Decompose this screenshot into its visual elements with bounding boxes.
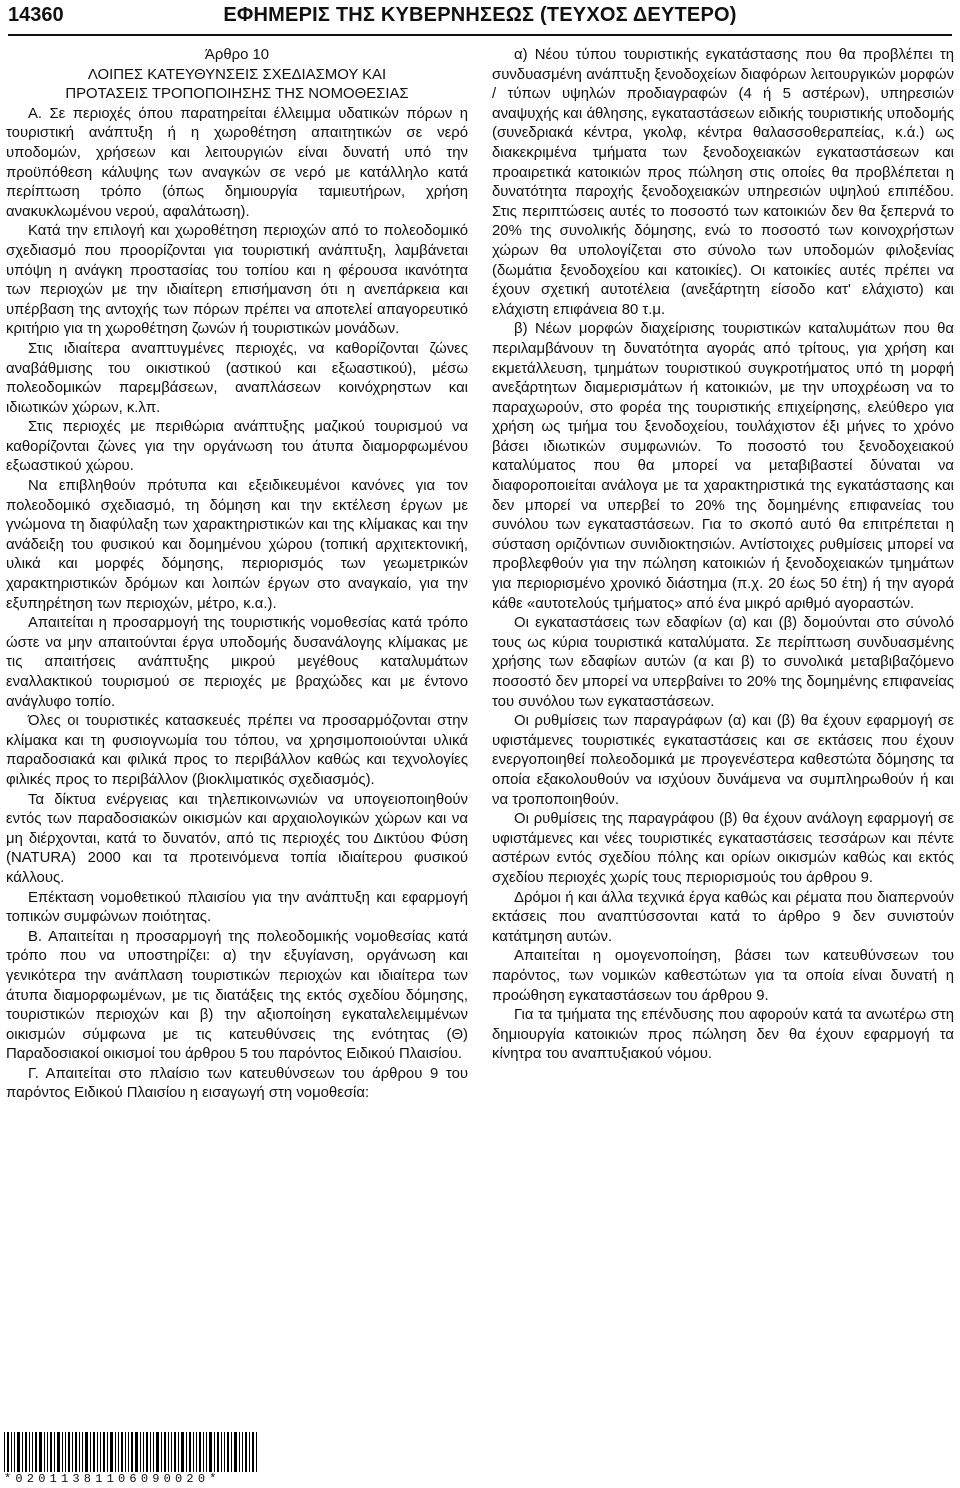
right-column — [492, 46, 954, 1065]
paragraph: Απαιτείται η προσαρμογή της τουριστικής νομοθεσίας κατά τρόπο ώστε να μην απαιτούνται έργα υποδομής δυσανάλογης κλίμακας με τις απαιτήσεις ανάπτυξης μικρού μεγέθους καταλυμάτων εναλλακτικού τουρισμού σε περιοχές με βραχώδες και με έντονο ανάγλυφο τοπίο. — [6, 615, 468, 710]
barcode-bar — [252, 1432, 254, 1472]
barcode-bar — [143, 1432, 144, 1472]
barcode-bar — [168, 1432, 169, 1472]
barcode-bar — [85, 1432, 88, 1472]
barcode-bar — [206, 1432, 207, 1472]
barcode-bar — [164, 1432, 166, 1472]
barcode-bar — [54, 1432, 55, 1472]
paragraph: Οι ρυθμίσεις των παραγράφων (α) και (β) θα έχουν εφαρμογή σε υφιστάμενες τουριστικές εγκαταστάσεις και σε εκτάσεις που έχουν ενεργοποιηθεί πολεοδομικά με προγενέστερα καθεστώτα δόμησης τα οποία εξακολουθούν να ισχύουν δυνάμενα να συμπληρωθούν ή και να τροποποιηθούν. — [492, 713, 954, 808]
barcode-bar — [189, 1432, 191, 1472]
paragraph: Β. Απαιτείται η προσαρμογή της πολεοδομικής νομοθεσίας κατά τρόπο που να υποστηρίζει: α) την εξυγίανση, οργάνωση και γενικότερα την ανάπλαση τουριστικών περιοχών και ιδιαίτερα των άτυπα διαμορφωμένων, με τις διατάξεις της εκτός σχεδίου δόμησης, τουριστικών περιοχών και β) την αξιοποίηση εγκαταλελειμμένων οικισμών σύμφωνα με τις κατευθύνσεις της ενότητας (Θ) Παραδοσιακοί οικισμοί του άρθρου 5 του παρόντος Ειδικού Πλαισίου. — [6, 928, 468, 1063]
barcode-bar — [97, 1432, 98, 1472]
barcode-bar — [47, 1432, 48, 1472]
paragraph: Επέκταση νομοθετικού πλαισίου για την ανάπτυξη και εφαρμογή τοπικών συμφώνων ποιότητας. — [6, 889, 468, 926]
barcode-bar — [115, 1432, 116, 1472]
barcode-bar — [242, 1432, 243, 1472]
barcode-bar — [125, 1432, 126, 1472]
paragraph: Κατά την επιλογή και χωροθέτηση περιοχών από το πολεοδομικό σχεδιασμό που προορίζονται για τουριστική ανάπτυξη, λαμβάνεται υπόψη η ανάγκη προστασίας του τοπίου και η φέρουσα ικανότητα των περιοχών με την ιδιαίτερη επισήμανση ότι η ανεπάρκεια και υπέρβαση της αντοχής των πόρων πρέπει να αποτελεί απαγορευτικό κριτήριο για τη χωροθέτηση ζωνών ή τουριστικών μονάδων. — [6, 223, 468, 338]
barcode-text: *02011381106090020* — [4, 1472, 221, 1486]
barcode-bar — [90, 1432, 91, 1472]
barcode-bar — [93, 1432, 95, 1472]
barcode-bar — [7, 1432, 9, 1472]
barcode-bar — [161, 1432, 162, 1472]
barcode-bar — [193, 1432, 194, 1472]
barcode-bar — [118, 1432, 119, 1472]
barcode-bar — [227, 1432, 229, 1472]
barcode-bar — [186, 1432, 187, 1472]
barcode-bar — [153, 1432, 154, 1472]
barcode-bar — [196, 1432, 197, 1472]
gazette-title: ΕΦΗΜΕΡΙΣ ΤΗΣ ΚΥΒΕΡΝΗΣΕΩΣ (ΤΕΥΧΟΣ ΔΕΥΤΕΡΟ) — [223, 4, 737, 26]
paragraph: Απαιτείται η ομογενοποίηση, βάσει των κατευθύνσεων του παρόντος, των νομικών καθεστώτων για τα οποία είναι δυνατή η προώθηση εγκαταστάσεων του άρθρου 9. — [492, 948, 954, 1004]
barcode-bar — [107, 1432, 108, 1472]
paragraph: Γ. Απαιτείται στο πλαίσιο των κατευθύνσεων του άρθρου 9 του παρόντος Ειδικού Πλαισίου η εισαγωγή στη νομοθεσία: — [6, 1065, 468, 1102]
paragraph: Οι ρυθμίσεις της παραγράφου (β) θα έχουν ανάλογη εφαρμογή σε υφιστάμενες και νέες τουριστικές εγκαταστάσεις τεσσάρων και πέντε αστέρων εντός σχεδίου πόλης και ορίων οικισμών καθώς και εκτός σχεδίου περιοχές χωρίς τους περιορισμούς του άρθρου 9. — [492, 811, 954, 886]
barcode-bar — [103, 1432, 105, 1472]
paragraph: Για τα τμήματα της επένδυσης που αφορούν κατά τα ανωτέρω στη δημιουργία κατοικιών προς πώληση δεν θα έχουν εφαρμογή τα κίνητρα του αναπτυξιακού νόμου. — [492, 1007, 954, 1063]
barcode-bar — [221, 1432, 222, 1472]
barcode-bar — [234, 1432, 237, 1472]
page-number: 14360 — [8, 4, 64, 26]
barcode-bar — [174, 1432, 176, 1472]
barcode-bar — [121, 1432, 123, 1472]
barcode-bar — [44, 1432, 45, 1472]
barcode-bar — [50, 1432, 52, 1472]
barcode-bar — [131, 1432, 133, 1472]
barcode-bar — [150, 1432, 151, 1472]
barcode-bar — [181, 1432, 184, 1472]
paragraph: Στις ιδιαίτερα αναπτυγμένες περιοχές, να καθορίζονται ζώνες αναβάθμισης του οικιστικού (αστικού και εξωαστικού), μέσω πολεοδομικών παρεμβάσεων, αναπλάσεων κοινόχρηστων και ιδιωτικών χώρων, κ.λπ. — [6, 340, 468, 416]
paragraph: Όλες οι τουριστικές κατασκευές πρέπει να προσαρμόζονται στην κλίμακα και τη φυσιογνωμία του τόπου, να χρησιμοποιούνται υλικά παραδοσιακά και φιλικά προς το περιβάλλον καθώς και τεχνολογίες φιλικές προς το περιβάλλον (βιοκλιματικός σχεδιασμός). — [6, 713, 468, 788]
barcode-bar — [128, 1432, 129, 1472]
barcode-bar — [214, 1432, 215, 1472]
barcode-bar — [82, 1432, 83, 1472]
article-title-line1: ΛΟΙΠΕΣ ΚΑΤΕΥΘΥΝΣΕΙΣ ΣΧΕΔΙΑΣΜΟΥ ΚΑΙ — [87, 66, 387, 83]
barcode-bar — [140, 1432, 141, 1472]
barcode-bar — [256, 1432, 257, 1472]
barcode-bar — [79, 1432, 80, 1472]
paragraph: Στις περιοχές με περιθώρια ανάπτυξης μαζικού τουρισμού να καθορίζονται ζώνες για την οργάνωση του άτυπα διαμορφωμένου εξωαστικού χώρου. — [6, 419, 468, 475]
barcode-bar — [68, 1432, 70, 1472]
barcode — [4, 1432, 304, 1486]
article-title-line2: ΠΡΟΤΑΣΕΙΣ ΤΡΟΠΟΠΟΙΗΣΗΣ ΤΗΣ ΝΟΜΟΘΕΣΙΑΣ — [65, 86, 409, 103]
barcode-bar — [178, 1432, 179, 1472]
barcode-bar — [17, 1432, 20, 1472]
barcode-bar — [57, 1432, 60, 1472]
barcode-bar — [4, 1432, 5, 1472]
barcode-bar — [75, 1432, 77, 1472]
barcode-bar — [32, 1432, 33, 1472]
paragraph: α) Νέου τύπου τουριστικής εγκατάστασης που θα προβλέπει τη συνδυασμένη ανάπτυξη ξενοδοχείων διαφόρων λειτουργικών μορφών / τύπων υψηλών προδιαγραφών (4 ή 5 αστέρων), υπηρεσιών αναψυχής και άθλησης, εγκαταστάσεων ειδικής τουριστικής υποδομής (συνεδριακά κέντρα, γκολφ, κέντρα θαλασσοθεραπείας, κ.ά.) ως διακεκριμένα τμήματα των ξενοδοχειακών εγκαταστάσεων και προαιρετικά κατοικιών προς πώληση στις οποίες θα προβλέπεται η δυνατότητα παροχής ξενοδοχειακών υπηρεσιών υψηλού επιπέδου. Στις περιπτώσεις αυτές το ποσοστό των κατοικιών δεν θα ξεπερνά το 20% της συνολικής δόμησης, ενώ το ποσοστό των κοινοχρήστων χώρων θα υπολογίζεται στο σύνολο των υποδομών φιλοξενίας (δωμάτια ξενοδοχείου και κατοικίες). Οι κατοικίες αυτές πρέπει να έχουν σχετική αυτοτέλεια (ανεξάρτητη είσοδο κατ' ελάχιστο) και ελάχιστη επιφάνεια 80 τ.μ. — [492, 47, 954, 318]
paragraph: Α. Σε περιοχές όπου παρατηρείται έλλειμμα υδατικών πόρων η τουριστική ανάπτυξη ή η χωροθέτηση απαιτητικών σε νερό υποδομών, χρήσεων και λειτουργιών είναι δυνατή υπό την προϋπόθεση κάλυψης των αναγκών σε νερό με κατάλληλο κατά περίπτωση τρόπο (όπως δημιουργία ταμιευτήρων, χρήση ανακυκλωμένου νερού, αφαλάτωση). — [6, 105, 468, 220]
left-column — [6, 46, 468, 1104]
paragraph: Να επιβληθούν πρότυπα και εξειδικευμένοι κανόνες για τον πολεοδομικό σχεδιασμό, τη δόμηση και την εκτέλεση έργων με γνώμονα τη διαφύλαξη των χαρακτηριστικών και της κλίμακας και την ανάδειξη του φυσικού και δομημένου χώρου (τοπική αρχιτεκτονική, υλικά και μορφές δόμησης, περιορισμός των γεωμετρικών χαρακτηριστικών δρόμων και λοιπών έργων στο αναγκαίο, για την εξυπηρέτηση των περιοχών, μέτρο, κ.α.). — [6, 478, 468, 612]
barcode-bar — [199, 1432, 201, 1472]
paragraph: Δρόμοι ή και άλλα τεχνικά έργα καθώς και ρέματα που διαπερνούν εκτάσεις που αναπτύσσονται κατά το άρθρο 9 δεν συνιστούν κατάτμηση αυτών. — [492, 889, 954, 945]
article-number: Άρθρο 10 — [204, 47, 270, 63]
barcode-bar — [217, 1432, 219, 1472]
barcode-bar — [224, 1432, 225, 1472]
barcode-bar — [65, 1432, 66, 1472]
barcode-bar — [171, 1432, 172, 1472]
header-rule — [8, 34, 952, 36]
barcode-bar — [39, 1432, 42, 1472]
barcode-bar — [156, 1432, 159, 1472]
barcode-bar — [14, 1432, 15, 1472]
barcode-bar — [245, 1432, 247, 1472]
barcode-bar — [249, 1432, 250, 1472]
barcode-bar — [209, 1432, 212, 1472]
barcode-bar — [29, 1432, 30, 1472]
paragraph: Οι εγκαταστάσεις των εδαφίων (α) και (β) δομούνται στο σύνολό τους ως κύρια τουριστικά καταλύματα. Σε περίπτωση συνδυασμένης χρήσης των εδαφίων αυτών (α και β) το συνολικά μεταβιβαζόμενο ποσοστό δεν μπορεί να υπερβαίνει το 20% της δομημένης επιφανείας του συνόλου των εγκαταστάσεων. — [492, 615, 954, 710]
paragraph: Τα δίκτυα ενέργειας και τηλεπικοινωνιών να υπογειοποιηθούν εντός των παραδοσιακών οικισμών και αρχαιολογικών χώρων και να μη διέρχονται, κατά το δυνατόν, από τις περιοχές του Δικτύου Φύση (NATURA) 2000 και τα προτεινόμενα τοπία ιδιαίτερου φυσικού κάλλους. — [6, 791, 468, 886]
barcode-bar — [72, 1432, 73, 1472]
barcode-bar — [110, 1432, 113, 1472]
barcode-bar — [25, 1432, 27, 1472]
barcode-bar — [11, 1432, 12, 1472]
barcode-bar — [239, 1432, 240, 1472]
barcode-bar — [22, 1432, 23, 1472]
page-header — [8, 4, 952, 34]
barcode-bar — [231, 1432, 232, 1472]
barcode-bar — [35, 1432, 37, 1472]
barcode-bar — [100, 1432, 101, 1472]
barcode-bars — [4, 1432, 304, 1472]
barcode-bar — [62, 1432, 63, 1472]
barcode-bar — [135, 1432, 138, 1472]
paragraph: β) Νέων μορφών διαχείρισης τουριστικών καταλυμάτων που θα περιλαμβάνουν τη δυνατότητα αγοράς από τρίτους, για χρήση και εκμετάλλευση, τμημάτων τουριστικού συγκροτήματος υπό τη μορφή ανεξάρτητων διαμερισμάτων ή κατοικιών, με την υποχρέωση να το παραχωρούν, στο φορέα της τουριστικής επιχείρησης, ελεύθερο για χρήση ως τμήμα του ξενοδοχείου, τουλάχιστον έξι μήνες το χρόνο βάσει ιδιωτικών συμφωνιών. Το ποσοστό του ξενοδοχειακού καταλύματος που θα μπορεί να μεταβιβαστεί δύναται να διαφοροποιείται ανάλογα με τα χαρακτηριστικά της εγκατάστασης και δεν μπορεί να υπερβεί το 20% της δομημένης επιφανείας του συνόλου των εγκαταστάσεων. Για το σκοπό αυτό θα επιτρέπεται η σύσταση οριζόντιων συνιδιοκτησιών. Αντίστοιχες ρυθμίσεις μπορεί να προβλεφθούν για την πώληση κατοικιών ή ξενοδοχειακών τμημάτων για περιορισμένο χρονικό διάστημα (π.χ. 20 έως 50 έτη) ή την αγορά κάθε «αυτοτελούς τμήματος» από ένα μικρό αριθμό αγοραστών. — [492, 321, 954, 612]
barcode-bar — [146, 1432, 148, 1472]
barcode-bar — [203, 1432, 204, 1472]
